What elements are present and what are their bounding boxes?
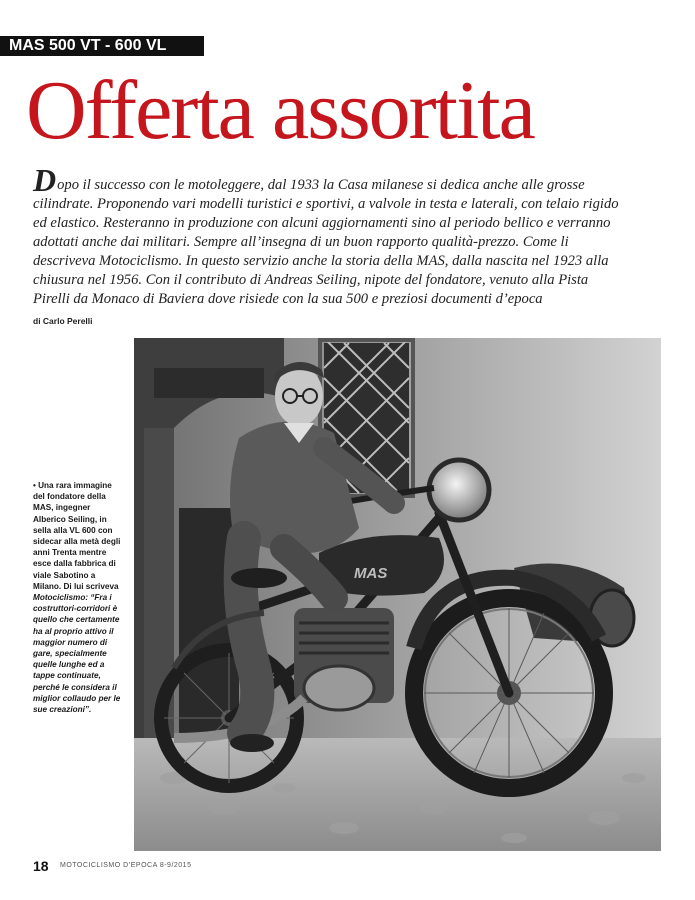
caption-quote: Motociclismo: “Fra i costruttori-corridori è quello che certamente ha al proprio attivo il maggior numero di gare, specialmente quelle lunghe ed a tappe continuate, perché le considera il miglior collaudo per le sue creazioni”.: [33, 593, 121, 715]
intro-paragraph: [33, 162, 628, 309]
byline: di Carlo Perelli: [33, 316, 93, 326]
drop-cap: D: [33, 162, 57, 198]
page-number: 18: [33, 858, 49, 874]
running-head: MOTOCICLISMO D’EPOCA 8-9/2015: [60, 862, 192, 869]
photo-caption: [33, 480, 121, 715]
caption-text: • Una rara immagine del fondatore della MAS, ingegner Alberico Seiling, in sella alla VL 600 con sidecar alla metà degli anni Trenta mentre esce dalla fabbrica di viale Sabotino a Milano. Di lui scriveva: [33, 481, 121, 591]
motorcycle-photo: [134, 338, 661, 851]
section-label: MAS 500 VT - 600 VL: [0, 36, 204, 56]
headline: Offerta assortita: [26, 64, 534, 157]
tank-badge: MAS: [354, 565, 388, 582]
intro-text: opo il successo con le motoleggere, dal 1933 la Casa milanese si dedica anche alle grosse cilindrate. Proponendo vari modelli turistici e sportivi, a valvole in testa e laterali, con telaio rigido ed elastico. Resteranno in produzione con alcuni aggiornamenti sino al periodo bellico e verranno adottati anche dai militari. Sempre all’insegna di un buon rapporto qualità-prezzo. Come li descriveva Motociclismo. In questo servizio anche la storia della MAS, dalla nascita nel 1923 alla chiusura nel 1956. Con il contributo di Andreas Seiling, nipote del fondatore, venuto alla Pista Pirelli da Monaco di Baviera dove risiede con la sua 500 e preziosi documenti d’epoca: [33, 177, 619, 307]
